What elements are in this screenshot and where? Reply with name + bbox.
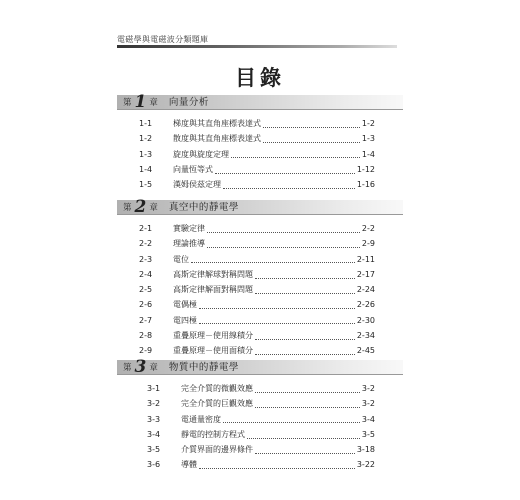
section-number: 1-5 xyxy=(139,180,153,190)
dot-leader xyxy=(199,322,355,324)
page-title: 目錄 xyxy=(235,65,285,90)
section-title: 理論推導 xyxy=(173,239,205,249)
page-number: 1-4 xyxy=(361,149,375,159)
section-title: 完全介質的巨觀效應 xyxy=(181,399,253,409)
page-number: 2-30 xyxy=(356,315,375,325)
section-title: 電四極 xyxy=(173,315,197,325)
dot-leader xyxy=(215,172,355,174)
section-number: 2-7 xyxy=(139,315,153,325)
toc-entry[interactable] xyxy=(117,442,403,457)
chapter-word: 章 xyxy=(149,363,158,373)
page-number: 2-45 xyxy=(356,346,375,356)
page-number: 2-9 xyxy=(361,239,375,249)
chapter-heading xyxy=(117,92,403,110)
page-number: 3-5 xyxy=(361,429,375,439)
section-number: 3-1 xyxy=(147,384,161,393)
dot-leader xyxy=(199,307,355,309)
page-number: 1-12 xyxy=(356,164,375,174)
chapter-prefix: 第 xyxy=(123,98,132,108)
chapter-word: 章 xyxy=(149,203,158,213)
dot-leader xyxy=(223,187,355,189)
toc-entry[interactable] xyxy=(117,147,403,162)
toc-entry[interactable] xyxy=(117,116,403,131)
page-number: 3-4 xyxy=(361,414,375,424)
toc-entry[interactable] xyxy=(117,427,403,442)
section-title: 電偶極 xyxy=(173,300,197,310)
dot-leader xyxy=(223,421,360,423)
section-title: 旋度與旋度定理 xyxy=(173,149,229,159)
dot-leader xyxy=(207,231,360,233)
chapter-3 xyxy=(117,357,403,473)
section-number: 2-6 xyxy=(139,300,153,310)
toc-entry[interactable] xyxy=(117,313,403,328)
dot-leader xyxy=(263,141,360,143)
dot-leader xyxy=(255,406,360,408)
running-header xyxy=(117,35,397,47)
section-number: 3-4 xyxy=(147,429,161,439)
chapter-label xyxy=(123,357,239,375)
section-title: 實驗定律 xyxy=(173,224,205,233)
section-title: 梯度與其直角座標表達式 xyxy=(173,119,261,128)
section-title: 高斯定律解球對稱問題 xyxy=(173,269,253,279)
section-title: 靜電的控制方程式 xyxy=(181,429,245,439)
section-number: 2-2 xyxy=(139,239,153,249)
chapter-heading xyxy=(117,197,403,215)
chapter-number: 3 xyxy=(134,357,147,377)
dot-leader xyxy=(231,156,360,158)
running-title: 電磁學與電磁波分類題庫 xyxy=(117,35,209,44)
chapter-prefix: 第 xyxy=(123,203,132,213)
toc-entry[interactable] xyxy=(117,162,403,177)
section-number: 1-4 xyxy=(139,164,153,174)
page-number: 2-17 xyxy=(356,269,375,279)
section-title: 電位 xyxy=(173,254,189,264)
dot-leader xyxy=(255,452,355,454)
toc-entry[interactable] xyxy=(117,381,403,396)
chapter-number: 2 xyxy=(134,197,147,217)
toc-entry[interactable] xyxy=(117,131,403,146)
page-number: 1-16 xyxy=(356,180,375,190)
section-number: 2-9 xyxy=(139,346,153,356)
section-title: 重疊原理－使用線積分 xyxy=(173,331,253,341)
page-number: 2-11 xyxy=(356,254,375,264)
dot-leader xyxy=(191,261,355,263)
section-title: 介質界面的邊界條件 xyxy=(181,445,253,455)
chapter-title: 向量分析 xyxy=(168,97,209,108)
section-number: 3-6 xyxy=(147,460,161,470)
toc-entry[interactable] xyxy=(117,177,403,192)
chapter-number: 1 xyxy=(134,92,147,112)
section-number: 2-3 xyxy=(139,254,153,264)
dot-leader xyxy=(263,126,360,128)
section-number: 2-8 xyxy=(139,331,153,341)
chapter-1 xyxy=(117,92,403,192)
page-number: 3-2 xyxy=(361,399,375,409)
page-number: 1-2 xyxy=(361,119,375,128)
section-title: 電通量密度 xyxy=(181,414,221,424)
section-number: 2-5 xyxy=(139,285,153,295)
chapter-prefix: 第 xyxy=(123,363,132,373)
toc-entry[interactable] xyxy=(117,221,403,236)
dot-leader xyxy=(255,338,355,340)
section-list xyxy=(117,116,403,192)
dot-leader xyxy=(255,353,355,355)
chapter-heading xyxy=(117,357,403,375)
page-number: 3-2 xyxy=(361,384,375,393)
page-number: 1-3 xyxy=(361,134,375,144)
section-title: 向量恆等式 xyxy=(173,164,213,174)
page-number: 2-2 xyxy=(361,224,375,233)
page-number: 3-22 xyxy=(356,460,375,470)
page-number: 2-26 xyxy=(356,300,375,310)
chapter-title: 真空中的靜電學 xyxy=(168,202,239,213)
toc-entry[interactable] xyxy=(117,282,403,297)
toc-entry[interactable] xyxy=(117,267,403,282)
section-number: 1-3 xyxy=(139,149,153,159)
section-list xyxy=(117,381,403,473)
header-rule xyxy=(117,45,397,48)
section-number: 3-5 xyxy=(147,445,161,455)
section-number: 3-2 xyxy=(147,399,161,409)
dot-leader xyxy=(255,292,355,294)
section-title: 漢姆侯茲定理 xyxy=(173,180,221,190)
section-title: 散度與其直角座標表達式 xyxy=(173,134,261,144)
dot-leader xyxy=(255,391,360,393)
toc-entry[interactable] xyxy=(117,457,403,472)
chapter-word: 章 xyxy=(149,98,158,108)
section-title: 導體 xyxy=(181,460,197,470)
chapter-label xyxy=(123,197,239,215)
toc-entry[interactable] xyxy=(117,252,403,267)
toc-entry[interactable] xyxy=(117,328,403,343)
section-number: 1-2 xyxy=(139,134,153,144)
dot-leader xyxy=(199,467,355,469)
dot-leader xyxy=(207,246,360,248)
page-number: 2-34 xyxy=(356,331,375,341)
section-number: 2-1 xyxy=(139,224,153,233)
section-number: 3-3 xyxy=(147,414,161,424)
page-number: 2-24 xyxy=(356,285,375,295)
toc-entry[interactable] xyxy=(117,236,403,251)
section-number: 1-1 xyxy=(139,119,153,128)
chapter-label xyxy=(123,92,209,110)
section-list xyxy=(117,221,403,359)
toc-entry[interactable] xyxy=(117,412,403,427)
chapter-title: 物質中的靜電學 xyxy=(168,362,239,373)
section-title: 完全介質的微觀效應 xyxy=(181,384,253,393)
section-title: 重疊原理－使用面積分 xyxy=(173,346,253,356)
chapter-2 xyxy=(117,197,403,359)
dot-leader xyxy=(247,437,360,439)
section-number: 2-4 xyxy=(139,269,153,279)
toc-entry[interactable] xyxy=(117,396,403,411)
dot-leader xyxy=(255,277,355,279)
page-number: 3-18 xyxy=(356,445,375,455)
section-title: 高斯定律解面對稱問題 xyxy=(173,285,253,295)
toc-entry[interactable] xyxy=(117,297,403,312)
